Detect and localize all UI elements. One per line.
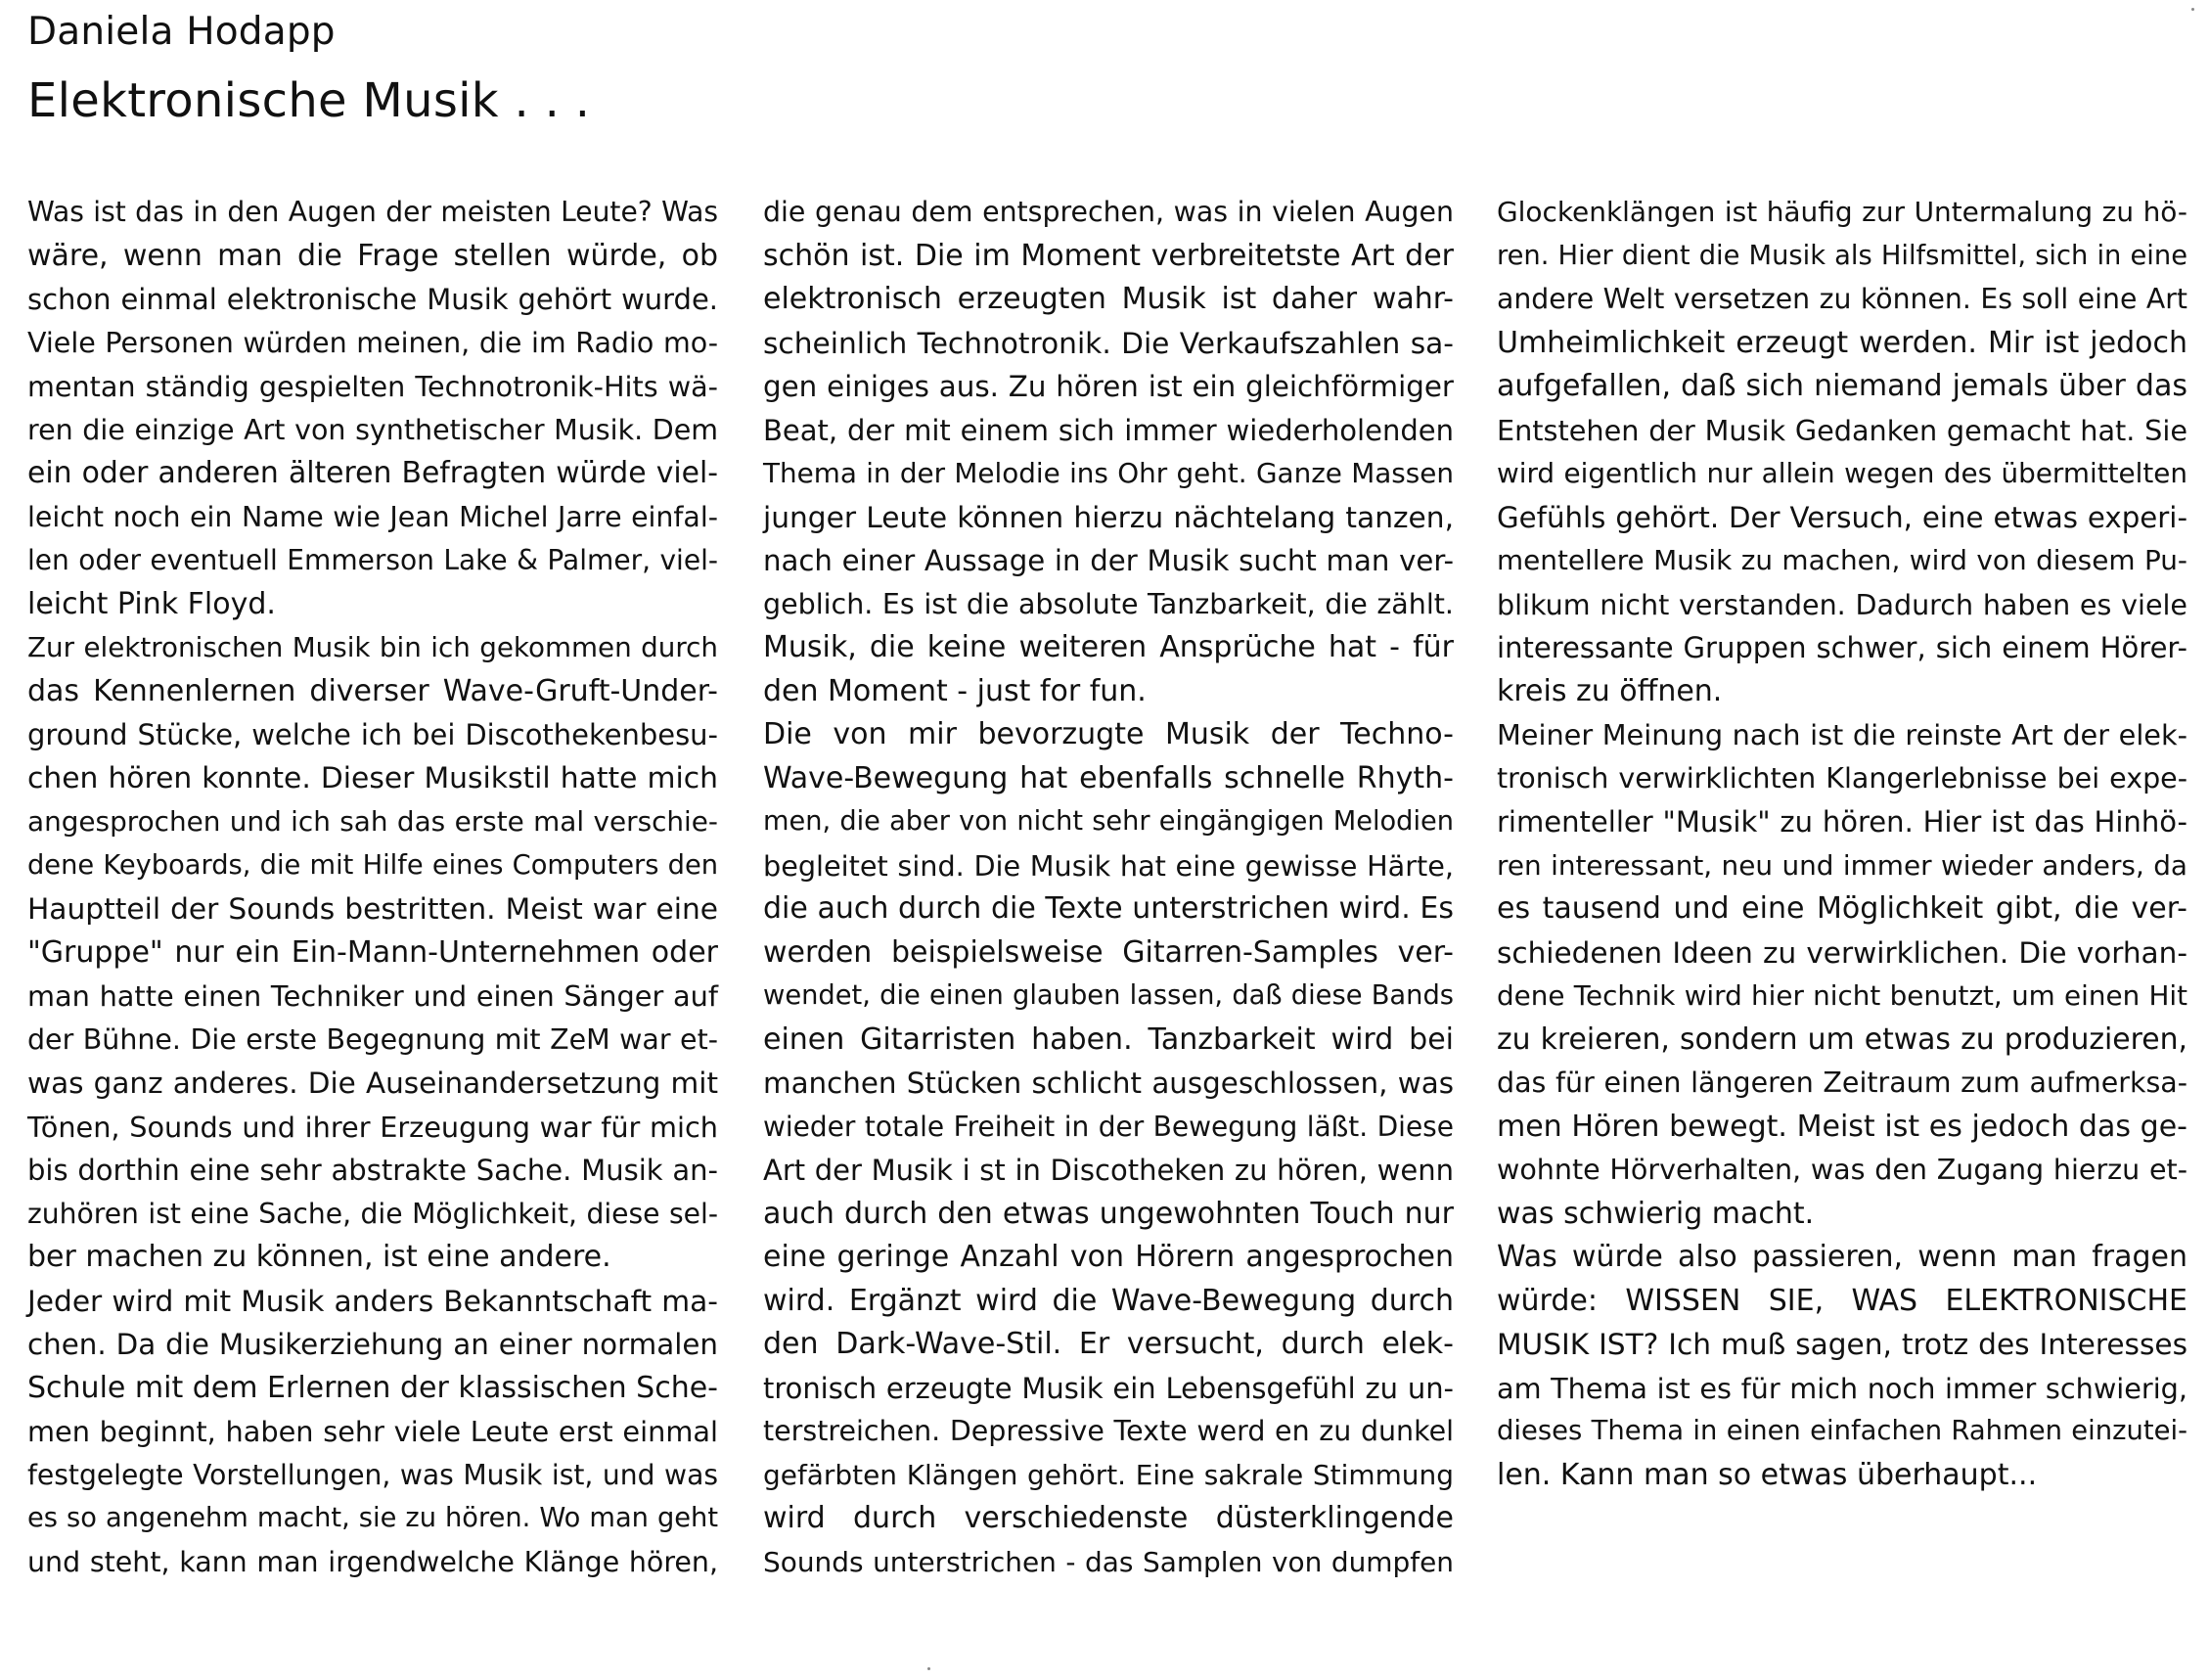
text-line: was schwierig macht. (1497, 1196, 1815, 1231)
text-line: es so angenehm macht, sie zu hören. Wo man geht (27, 1503, 718, 1533)
text-line: chen hören konnte. Dieser Musikstil hatte mich (27, 760, 718, 795)
text-line: scheinlich Technotronik. Die Verkaufszahlen sa- (763, 325, 1454, 360)
text-line: nach einer Aussage in der Musik sucht man ver- (763, 544, 1454, 577)
text-column-1 (27, 191, 718, 1584)
text-line: rimenteller "Musik" zu hören. Hier ist das Hinhö- (1497, 805, 2187, 839)
text-line: geblich. Es ist die absolute Tanzbarkeit, die zählt. (763, 587, 1454, 620)
text-line: der Bühne. Die erste Begegnung mit ZeM war et- (27, 1022, 718, 1056)
text-line: aufgefallen, daß sich niemand jemals über das (1497, 369, 2187, 403)
text-line: einen Gitarristen haben. Tanzbarkeit wird bei (763, 1022, 1454, 1057)
text-line: tronisch verwirklichten Klangerlebnisse bei expe- (1497, 761, 2187, 795)
text-line: es tausend und eine Möglichkeit gibt, die ver- (1497, 891, 2187, 926)
text-line: schon einmal elektronische Musik gehört wurde. (27, 283, 718, 316)
text-line: mentan ständig gespielten Technotronik-Hits wä- (27, 370, 718, 403)
text-line: men beginnt, haben sehr viele Leute erst einmal (27, 1415, 718, 1448)
text-line: blikum nicht verstanden. Dadurch haben es viele (1497, 587, 2187, 621)
text-line: MUSIK IST? Ich muß sagen, trotz des Interesses (1497, 1328, 2187, 1361)
text-line: Tönen, Sounds und ihrer Erzeugung war für mich (27, 1110, 718, 1144)
text-line: den Moment - just for fun. (763, 673, 1147, 708)
text-line: gefärbten Klängen gehört. Eine sakrale Stimmung (763, 1458, 1454, 1491)
author-name: Daniela Hodapp (27, 10, 336, 54)
paragraph (27, 1280, 718, 1585)
text-line: chen. Da die Musikerziehung an einer normalen (27, 1328, 718, 1361)
paragraph (1497, 1236, 2187, 1497)
paragraph (1497, 713, 2187, 1236)
text-line: ren interessant, neu und immer wieder anders, da (1497, 848, 2187, 882)
text-line: Schule mit dem Erlernen der klassischen Sche- (27, 1370, 718, 1405)
scan-speck (927, 1667, 930, 1670)
text-line: Glockenklängen ist häufig zur Untermalung zu hö- (1497, 196, 2187, 228)
text-line: ein oder anderen älteren Befragten würde viel- (27, 456, 718, 490)
text-line: den Dark-Wave-Stil. Er versucht, durch elek- (763, 1327, 1454, 1361)
text-line: mentellere Musik zu machen, wird von diesem Pu- (1497, 544, 2187, 576)
text-line: werden beispielsweise Gitarren-Samples ver- (763, 934, 1454, 970)
text-line: wendet, die einen glauben lassen, daß diese Bands (763, 980, 1454, 1011)
text-line: Beat, der mit einem sich immer wiederholenden (763, 413, 1454, 447)
text-line: Entstehen der Musik Gedanken gemacht hat. Sie (1497, 413, 2187, 447)
text-line: Hauptteil der Sounds bestritten. Meist war eine (27, 891, 718, 926)
text-line: was ganz anderes. Die Auseinandersetzung mit (27, 1067, 718, 1100)
text-line: men Hören bewegt. Meist ist es jedoch das ge- (1497, 1109, 2187, 1144)
text-line: zu kreieren, sondern um etwas zu produzieren, (1497, 1022, 2187, 1057)
text-line: auch durch den etwas ungewohnten Touch nur (763, 1196, 1454, 1231)
paragraph (27, 626, 718, 1280)
paragraph (27, 191, 718, 626)
paragraph (763, 191, 1454, 713)
text-line: dene Technik wird hier nicht benutzt, um einen Hit (1497, 979, 2187, 1012)
text-line: Viele Personen würden meinen, die im Radio mo- (27, 326, 718, 359)
text-line: ren. Hier dient die Musik als Hilfsmittel, sich in eine (1497, 240, 2187, 271)
text-line: Umheimlichkeit erzeugt werden. Mir ist jedoch (1497, 325, 2187, 360)
text-line: manchen Stücken schlicht ausgeschlossen, was (763, 1067, 1454, 1100)
text-line: zuhören ist eine Sache, die Möglichkeit, diese sel- (27, 1197, 718, 1230)
text-line: andere Welt versetzen zu können. Es soll eine Art (1497, 283, 2187, 315)
text-line: bis dorthin eine sehr abstrakte Sache. Musik an- (27, 1154, 718, 1187)
text-line: Art der Musik i st in Discotheken zu hören, wenn (763, 1154, 1454, 1187)
text-line: wird. Ergänzt wird die Wave-Bewegung durch (763, 1283, 1454, 1318)
text-line: Sounds unterstrichen - das Samplen von dumpfen (763, 1545, 1454, 1578)
text-line: die genau dem entsprechen, was in vielen Augen (763, 196, 1454, 228)
text-line: Zur elektronischen Musik bin ich gekommen durch (27, 631, 718, 663)
text-line: die auch durch die Texte unterstrichen wird. Es (763, 891, 1454, 926)
text-line: men, die aber von nicht sehr eingängigen Melodien (763, 806, 1454, 837)
text-line: Was würde also passieren, wenn man fragen (1497, 1240, 2187, 1274)
text-line: Musik, die keine weiteren Ansprüche hat - für (763, 630, 1454, 664)
text-line: leicht noch ein Name wie Jean Michel Jarre einfal- (27, 500, 718, 533)
text-line: wird durch verschiedenste düsterklingende (763, 1501, 1454, 1535)
text-line: schön ist. Die im Moment verbreitetste Art der (763, 238, 1454, 273)
text-line: Jeder wird mit Musik anders Bekanntschaft ma- (27, 1283, 718, 1318)
text-line: tronisch erzeugte Musik ein Lebensgefühl zu un- (763, 1371, 1454, 1405)
text-line: wäre, wenn man die Frage stellen würde, ob (27, 238, 718, 273)
text-line: ber machen zu können, ist eine andere. (27, 1240, 611, 1274)
text-line: am Thema ist es für mich noch immer schwierig, (1497, 1371, 2187, 1405)
text-line: eine geringe Anzahl von Hörern angesprochen (763, 1240, 1454, 1274)
text-line: schiedenen Ideen zu verwirklichen. Die vorhan- (1497, 935, 2187, 970)
text-line: das Kennenlernen diverser Wave-Gruft-Under- (27, 673, 718, 708)
text-line: Thema in der Melodie ins Ohr geht. Ganze Massen (763, 457, 1454, 489)
paragraph (763, 713, 1454, 1584)
text-column-2 (763, 191, 1454, 1584)
text-line: Was ist das in den Augen der meisten Leute? Was (27, 196, 718, 228)
text-line: kreis zu öffnen. (1497, 673, 1723, 708)
text-line: junger Leute können hierzu nächtelang tanzen, (763, 499, 1454, 534)
text-line: Die von mir bevorzugte Musik der Techno- (763, 717, 1454, 751)
text-line: interessante Gruppen schwer, sich einem Hörer- (1497, 631, 2187, 664)
text-line: angesprochen und ich sah das erste mal verschie- (27, 805, 718, 838)
scan-speck (2191, 8, 2194, 11)
text-line: elektronisch erzeugten Musik ist daher wahr- (763, 282, 1454, 316)
text-line: leicht Pink Floyd. (27, 586, 276, 621)
text-line: wohnte Hörverhalten, was den Zugang hierzu et- (1497, 1154, 2187, 1186)
text-line: len. Kann man so etwas überhaupt... (1497, 1457, 2038, 1492)
text-line: gen einiges aus. Zu hören ist ein gleichförmiger (763, 370, 1454, 403)
text-line: wird eigentlich nur allein wegen des übermittelten (1497, 457, 2187, 489)
text-line: len oder eventuell Emmerson Lake & Palmer, viel- (27, 544, 718, 576)
paragraph (1497, 191, 2187, 713)
text-line: Wave-Bewegung hat ebenfalls schnelle Rhyth- (763, 760, 1454, 795)
text-line: würde: WISSEN SIE, WAS ELEKTRONISCHE (1497, 1283, 2187, 1318)
text-line: Gefühls gehört. Der Versuch, eine etwas experi- (1497, 500, 2187, 534)
text-line: terstreichen. Depressive Texte werd en zu dunkel (763, 1415, 1454, 1447)
text-line: dieses Thema in einen einfachen Rahmen einzutei- (1497, 1416, 2187, 1446)
text-line: wieder totale Freiheit in der Bewegung läßt. Diese (763, 1110, 1454, 1143)
text-column-3 (1497, 191, 2187, 1497)
text-line: festgelegte Vorstellungen, was Musik ist, und was (27, 1458, 718, 1491)
text-line: "Gruppe" nur ein Ein-Mann-Unternehmen oder (27, 934, 718, 970)
text-line: Meiner Meinung nach ist die reinste Art der elek- (1497, 718, 2187, 751)
text-line: man hatte einen Techniker und einen Sänger auf (27, 979, 718, 1013)
text-line: ren die einzige Art von synthetischer Musik. Dem (27, 413, 718, 446)
text-line: begleitet sind. Die Musik hat eine gewisse Härte, (763, 848, 1454, 883)
text-line: dene Keyboards, die mit Hilfe eines Computers den (27, 849, 718, 881)
text-line: das für einen längeren Zeitraum zum aufmerksa- (1497, 1067, 2187, 1099)
text-line: ground Stücke, welche ich bei Discothekenbesu- (27, 718, 718, 751)
text-line: und steht, kann man irgendwelche Klänge hören, (27, 1545, 718, 1578)
article-title: Elektronische Musik . . . (27, 73, 591, 128)
